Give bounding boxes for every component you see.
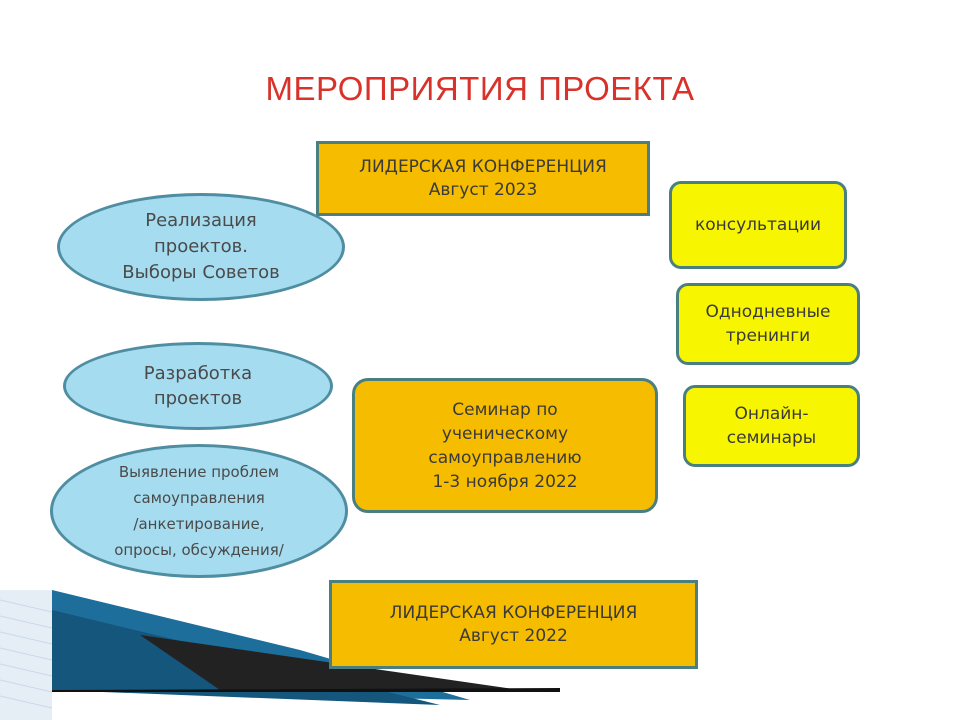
leader-conference-2022-box — [329, 580, 698, 669]
realization-label: Реализация проектов. Выборы Советов — [122, 210, 280, 283]
leader-conference-2022-label: ЛИДЕРСКАЯ КОНФЕРЕНЦИЯ Август 2022 — [389, 602, 638, 646]
seminar-label: Семинар по ученическому самоуправлению 1-3 ноября 2022 — [428, 399, 582, 492]
identification-ellipse — [50, 444, 348, 578]
online-seminars-box — [683, 385, 860, 467]
identification-label: Выявление проблем самоуправления /анкетирование, опросы, обсуждения/ — [114, 463, 284, 559]
seminar-box — [352, 378, 658, 513]
development-ellipse — [63, 342, 333, 430]
leader-conference-2023-box — [316, 141, 650, 216]
consultations-label: консультации — [694, 215, 822, 235]
consultations-box — [669, 181, 847, 269]
page-title: МЕРОПРИЯТИЯ ПРОЕКТА — [265, 70, 695, 107]
one-day-trainings-box — [676, 283, 860, 365]
online-seminars-label: Онлайн- семинары — [726, 404, 817, 448]
leader-conference-2023-label: ЛИДЕРСКАЯ КОНФЕРЕНЦИЯ Август 2023 — [359, 156, 607, 200]
one-day-trainings-label: Однодневные тренинги — [705, 302, 831, 346]
development-label: Разработка проектов — [143, 363, 253, 409]
realization-ellipse — [57, 193, 345, 301]
